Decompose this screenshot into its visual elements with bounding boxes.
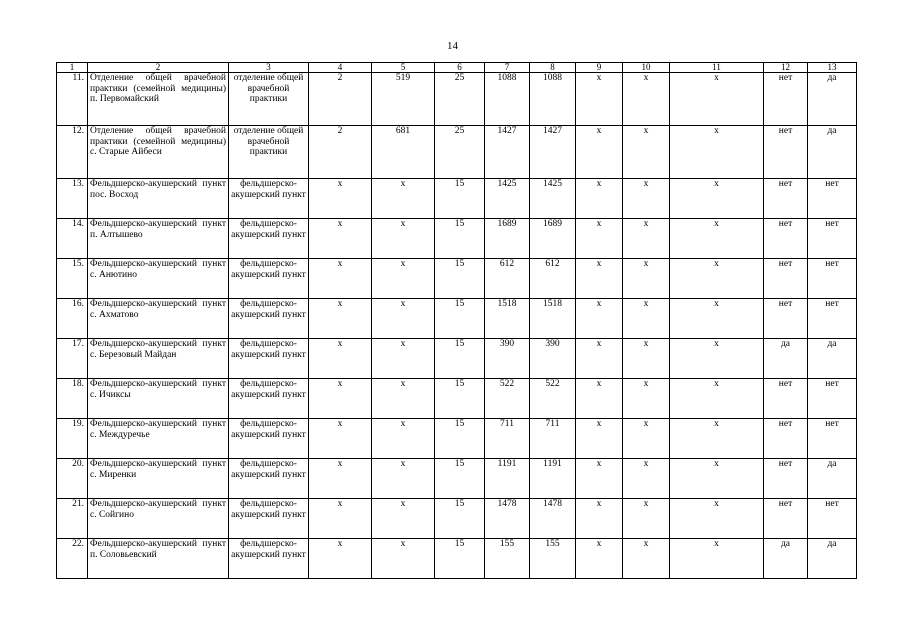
cell-col13: нет — [808, 499, 857, 539]
row-number: 13. — [57, 179, 88, 219]
cell-col12: да — [764, 339, 808, 379]
table-row — [57, 379, 857, 419]
facility-type: фельдшерско-акушерский пункт — [229, 259, 309, 299]
facility-name: Фельдшерско-акушерский пункт с. Березовый Майдан — [88, 339, 229, 379]
cell-col10: x — [623, 126, 670, 179]
cell-col5: x — [372, 459, 435, 499]
facility-name: Отделение общей врачебной практики (семейной медицины) с. Старые Айбеси — [88, 126, 229, 179]
table-row — [57, 419, 857, 459]
cell-col6: 15 — [435, 379, 485, 419]
cell-col12: нет — [764, 419, 808, 459]
cell-col11: x — [670, 379, 764, 419]
cell-col5: x — [372, 379, 435, 419]
cell-col7: 1518 — [485, 299, 530, 339]
facility-name: Фельдшерско-акушерский пункт с. Миренки — [88, 459, 229, 499]
facility-name: Фельдшерско-акушерский пункт пос. Восход — [88, 179, 229, 219]
cell-col8: 612 — [530, 259, 576, 299]
table-row — [57, 219, 857, 259]
cell-col12: нет — [764, 379, 808, 419]
cell-col13: да — [808, 126, 857, 179]
column-header: 7 — [485, 63, 530, 73]
cell-col13: да — [808, 539, 857, 579]
facility-name: Отделение общей врачебной практики (семейной медицины) п. Первомайский — [88, 73, 229, 126]
cell-col6: 15 — [435, 179, 485, 219]
facility-type: фельдшерско-акушерский пункт — [229, 299, 309, 339]
cell-col5: x — [372, 259, 435, 299]
cell-col13: нет — [808, 419, 857, 459]
table-body — [57, 73, 857, 579]
cell-col4: x — [309, 179, 372, 219]
column-header: 9 — [576, 63, 623, 73]
cell-col12: нет — [764, 179, 808, 219]
row-number: 21. — [57, 499, 88, 539]
cell-col7: 155 — [485, 539, 530, 579]
facility-name: Фельдшерско-акушерский пункт с. Анютино — [88, 259, 229, 299]
cell-col6: 15 — [435, 419, 485, 459]
cell-col13: нет — [808, 179, 857, 219]
cell-col12: нет — [764, 219, 808, 259]
cell-col9: x — [576, 419, 623, 459]
cell-col11: x — [670, 299, 764, 339]
facility-name: Фельдшерско-акушерский пункт п. Алтышево — [88, 219, 229, 259]
table-row — [57, 299, 857, 339]
column-header: 2 — [88, 63, 229, 73]
cell-col6: 15 — [435, 499, 485, 539]
cell-col10: x — [623, 259, 670, 299]
facility-name: Фельдшерско-акушерский пункт с. Ичиксы — [88, 379, 229, 419]
cell-col4: x — [309, 299, 372, 339]
cell-col12: да — [764, 539, 808, 579]
cell-col8: 155 — [530, 539, 576, 579]
cell-col8: 1191 — [530, 459, 576, 499]
cell-col4: x — [309, 259, 372, 299]
cell-col9: x — [576, 259, 623, 299]
cell-col5: x — [372, 539, 435, 579]
cell-col13: да — [808, 73, 857, 126]
cell-col5: x — [372, 419, 435, 459]
facility-type: фельдшерско-акушерский пункт — [229, 379, 309, 419]
cell-col12: нет — [764, 459, 808, 499]
cell-col7: 522 — [485, 379, 530, 419]
column-header: 12 — [764, 63, 808, 73]
row-number: 14. — [57, 219, 88, 259]
cell-col8: 711 — [530, 419, 576, 459]
cell-col13: нет — [808, 299, 857, 339]
cell-col7: 390 — [485, 339, 530, 379]
cell-col9: x — [576, 299, 623, 339]
cell-col11: x — [670, 339, 764, 379]
cell-col11: x — [670, 73, 764, 126]
cell-col12: нет — [764, 126, 808, 179]
table-row — [57, 499, 857, 539]
cell-col10: x — [623, 339, 670, 379]
cell-col7: 711 — [485, 419, 530, 459]
cell-col4: x — [309, 339, 372, 379]
cell-col6: 15 — [435, 539, 485, 579]
cell-col13: да — [808, 459, 857, 499]
table-row — [57, 126, 857, 179]
cell-col5: x — [372, 299, 435, 339]
cell-col8: 1425 — [530, 179, 576, 219]
facility-type: фельдшерско-акушерский пункт — [229, 339, 309, 379]
cell-col9: x — [576, 379, 623, 419]
cell-col10: x — [623, 499, 670, 539]
cell-col7: 1088 — [485, 73, 530, 126]
cell-col9: x — [576, 179, 623, 219]
cell-col8: 1088 — [530, 73, 576, 126]
facility-name: Фельдшерско-акушерский пункт п. Соловьевский — [88, 539, 229, 579]
cell-col11: x — [670, 539, 764, 579]
page-number: 14 — [447, 40, 458, 52]
cell-col4: x — [309, 219, 372, 259]
column-header: 13 — [808, 63, 857, 73]
facility-type: отделение общей врачебной практики — [229, 73, 309, 126]
cell-col9: x — [576, 339, 623, 379]
table-row — [57, 73, 857, 126]
cell-col4: x — [309, 459, 372, 499]
cell-col6: 15 — [435, 219, 485, 259]
row-number: 16. — [57, 299, 88, 339]
facility-type: фельдшерско-акушерский пункт — [229, 499, 309, 539]
cell-col11: x — [670, 179, 764, 219]
cell-col10: x — [623, 219, 670, 259]
cell-col8: 1518 — [530, 299, 576, 339]
row-number: 15. — [57, 259, 88, 299]
cell-col12: нет — [764, 299, 808, 339]
facility-type: отделение общей врачебной практики — [229, 126, 309, 179]
cell-col6: 25 — [435, 126, 485, 179]
column-header: 8 — [530, 63, 576, 73]
cell-col6: 25 — [435, 73, 485, 126]
cell-col8: 1478 — [530, 499, 576, 539]
cell-col6: 15 — [435, 299, 485, 339]
cell-col13: нет — [808, 219, 857, 259]
cell-col11: x — [670, 499, 764, 539]
cell-col7: 612 — [485, 259, 530, 299]
table-row — [57, 339, 857, 379]
row-number: 20. — [57, 459, 88, 499]
cell-col11: x — [670, 459, 764, 499]
cell-col13: нет — [808, 379, 857, 419]
cell-col9: x — [576, 499, 623, 539]
cell-col8: 390 — [530, 339, 576, 379]
cell-col8: 522 — [530, 379, 576, 419]
cell-col12: нет — [764, 73, 808, 126]
cell-col10: x — [623, 299, 670, 339]
cell-col10: x — [623, 419, 670, 459]
cell-col4: 2 — [309, 73, 372, 126]
cell-col9: x — [576, 219, 623, 259]
cell-col7: 1478 — [485, 499, 530, 539]
cell-col8: 1427 — [530, 126, 576, 179]
cell-col5: 681 — [372, 126, 435, 179]
cell-col12: нет — [764, 259, 808, 299]
cell-col9: x — [576, 126, 623, 179]
column-header: 11 — [670, 63, 764, 73]
facilities-table — [56, 62, 857, 579]
cell-col7: 1425 — [485, 179, 530, 219]
column-header: 1 — [57, 63, 88, 73]
cell-col10: x — [623, 459, 670, 499]
facility-name: Фельдшерско-акушерский пункт с. Сойгино — [88, 499, 229, 539]
cell-col5: x — [372, 219, 435, 259]
row-number: 19. — [57, 419, 88, 459]
facility-name: Фельдшерско-акушерский пункт с. Междуречье — [88, 419, 229, 459]
row-number: 18. — [57, 379, 88, 419]
cell-col6: 15 — [435, 259, 485, 299]
cell-col7: 1427 — [485, 126, 530, 179]
cell-col10: x — [623, 73, 670, 126]
cell-col4: x — [309, 379, 372, 419]
cell-col8: 1689 — [530, 219, 576, 259]
cell-col5: x — [372, 499, 435, 539]
cell-col5: 519 — [372, 73, 435, 126]
table-row — [57, 179, 857, 219]
facility-type: фельдшерско-акушерский пункт — [229, 539, 309, 579]
cell-col9: x — [576, 73, 623, 126]
column-header: 5 — [372, 63, 435, 73]
row-number: 17. — [57, 339, 88, 379]
column-header: 6 — [435, 63, 485, 73]
facility-name: Фельдшерско-акушерский пункт с. Ахматово — [88, 299, 229, 339]
table-row — [57, 259, 857, 299]
facility-type: фельдшерско-акушерский пункт — [229, 219, 309, 259]
cell-col11: x — [670, 259, 764, 299]
cell-col13: да — [808, 339, 857, 379]
cell-col9: x — [576, 459, 623, 499]
column-header: 3 — [229, 63, 309, 73]
cell-col6: 15 — [435, 459, 485, 499]
cell-col4: 2 — [309, 126, 372, 179]
cell-col5: x — [372, 339, 435, 379]
header-row — [57, 63, 857, 73]
cell-col6: 15 — [435, 339, 485, 379]
cell-col10: x — [623, 539, 670, 579]
table-row — [57, 459, 857, 499]
cell-col7: 1689 — [485, 219, 530, 259]
facility-type: фельдшерско-акушерский пункт — [229, 179, 309, 219]
cell-col13: нет — [808, 259, 857, 299]
cell-col5: x — [372, 179, 435, 219]
cell-col10: x — [623, 379, 670, 419]
cell-col12: нет — [764, 499, 808, 539]
cell-col9: x — [576, 539, 623, 579]
cell-col4: x — [309, 499, 372, 539]
cell-col4: x — [309, 419, 372, 459]
column-header: 10 — [623, 63, 670, 73]
row-number: 22. — [57, 539, 88, 579]
table-row — [57, 539, 857, 579]
cell-col11: x — [670, 126, 764, 179]
row-number: 12. — [57, 126, 88, 179]
cell-col7: 1191 — [485, 459, 530, 499]
cell-col10: x — [623, 179, 670, 219]
facility-type: фельдшерско-акушерский пункт — [229, 419, 309, 459]
row-number: 11. — [57, 73, 88, 126]
cell-col4: x — [309, 539, 372, 579]
cell-col11: x — [670, 419, 764, 459]
column-header: 4 — [309, 63, 372, 73]
facility-type: фельдшерско-акушерский пункт — [229, 459, 309, 499]
cell-col11: x — [670, 219, 764, 259]
